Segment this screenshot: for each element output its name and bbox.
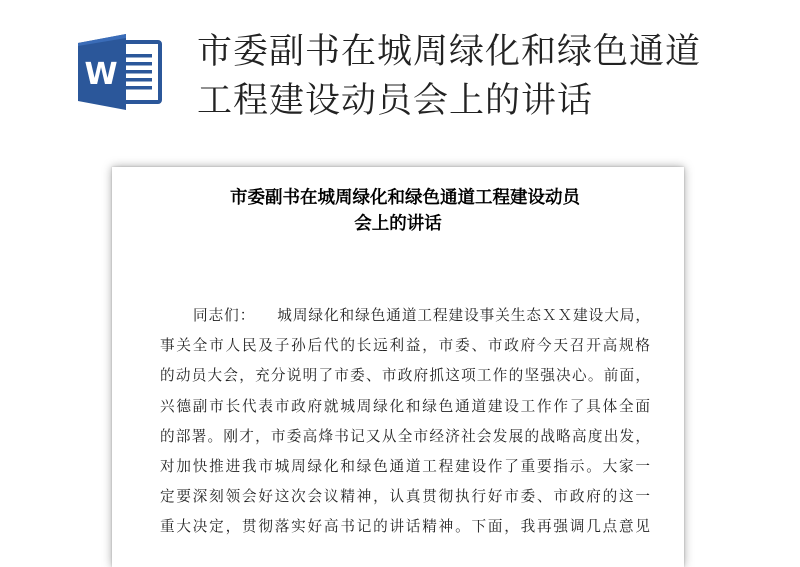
header <box>0 0 800 150</box>
page-title-line-2: 会上的讲话 <box>354 214 442 234</box>
body-line: 兴德副市长代表市政府就城周绿化和绿色通道建设工作作了具体全面 <box>160 397 650 415</box>
body-line: 定要深刻领会好这次会议精神，认真贯彻执行好市委、市政府的这一 <box>160 488 650 506</box>
body-line: 事关全市人民及子孙后代的长远利益，市委、市政府今天召开高规格 <box>160 337 650 355</box>
body-line-text: 城周绿化和绿色通道工程建设事关生态ＸＸ建设大局， <box>277 307 650 324</box>
file-title-line-2: 工程建设动员会上的讲话 <box>197 81 594 121</box>
greeting: 同志们： <box>193 307 256 324</box>
page-title-line-1: 市委副书在城周绿化和绿色通道工程建设动员 <box>230 188 580 208</box>
body-line: 的部署。刚才，市委高烽书记又从全市经济社会发展的战略高度出发， <box>160 427 650 445</box>
word-icon-letter: W <box>84 57 118 92</box>
body-text <box>160 301 650 543</box>
word-icon <box>78 34 164 110</box>
body-line: 对加快推进我市城周绿化和绿色通道工程建设作了重要指示。大家一 <box>160 458 650 476</box>
body-line <box>160 301 650 331</box>
document-file-title <box>197 28 757 126</box>
file-title-line-1: 市委副书在城周绿化和绿色通道 <box>197 32 702 72</box>
document-page <box>112 167 684 567</box>
body-line: 重大决定，贯彻落实好高书记的讲话精神。下面，我再强调几点意见 <box>160 518 650 536</box>
page-title <box>112 185 684 237</box>
body-line: 的动员大会，充分说明了市委、市政府抓这项工作的坚强决心。前面， <box>160 367 650 385</box>
